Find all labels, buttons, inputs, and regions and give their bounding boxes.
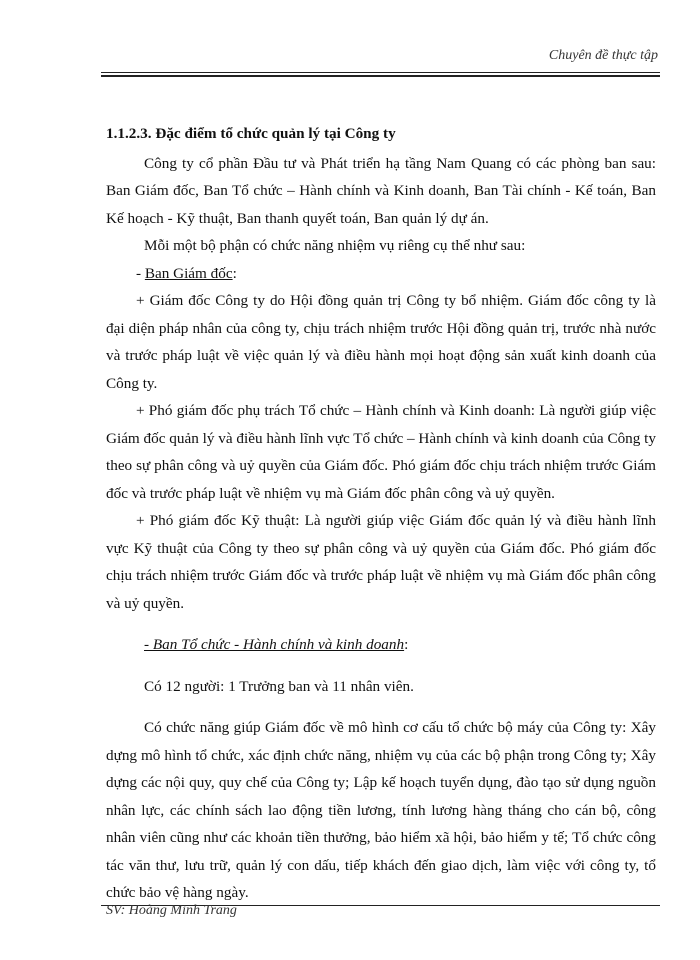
intro-paragraph: Công ty cổ phần Đầu tư và Phát triển hạ tầng Nam Quang có các phòng ban sau: Ban Giám đốc, Ban Tổ chức – Hành chính và Kinh doanh, Ban Tài chính - Kế toán, Ban Kế hoạch - Kỹ thuật, Ban thanh quyết toán, Ban quản lý dự án.	[106, 154, 656, 227]
dept-staff-paragraph: Có 12 người: 1 Trưởng ban và 11 nhân viên.	[144, 677, 414, 695]
board-prefix: -	[136, 264, 145, 282]
intro-paragraph-2: Mỗi một bộ phận có chức năng nhiệm vụ riêng cụ thể như sau:	[144, 237, 526, 254]
board-title: Ban Giám đốc	[144, 264, 233, 282]
board-suffix: :	[232, 264, 237, 282]
section-heading: 1.1.2.3. Đặc điểm tổ chức quản lý tại Công ty	[106, 125, 396, 142]
footer-author: SV: Hoàng Minh Trang	[106, 903, 237, 918]
deputy-tech-paragraph: + Phó giám đốc Kỹ thuật: Là người giúp việc Giám đốc quản lý và điều hành lĩnh vực Kỹ thuật của Công ty theo sự phân công và uỷ quyền của Giám đốc. Phó giám đốc chịu trách nhiệm trước Giám đốc và trước pháp luật về nhiệm vụ mà Giám đốc phân công và uỷ quyền.	[106, 512, 656, 612]
deputy-admin-paragraph: + Phó giám đốc phụ trách Tổ chức – Hành chính và Kinh doanh: Là người giúp việc Giám đốc quản lý và điều hành lĩnh vực Tổ chức – Hành chính và kinh doanh của Công ty theo sự phân công và uỷ quyền của Giám đốc. Phó giám đốc chịu trách nhiệm trước Giám đốc và trước pháp luật về nhiệm vụ mà Giám đốc phân công và uỷ quyền.	[106, 402, 656, 502]
running-header-title: Chuyên đề thực tập	[548, 48, 658, 63]
dept-function-paragraph: Có chức năng giúp Giám đốc về mô hình cơ cấu tổ chức bộ máy của Công ty: Xây dựng mô hình tổ chức, xác định chức năng, nhiệm vụ của các bộ phận trong Công ty; Xây dựng các nội quy, quy chế của Công ty; Lập kế hoạch tuyển dụng, đào tạo sử dụng nguồn nhân lực, các chính sách lao động tiền lương, tính lương hàng tháng cho cán bộ, công nhân viên cũng như các khoản tiền thưởng, bảo hiểm xã hội, bảo hiểm y tế; Tổ chức công tác văn thư, lưu trữ, quản lý con dấu, tiếp khách đến giao dịch, làm việc với công ty, tổ chức bảo vệ hàng ngày.	[106, 719, 656, 901]
dept-heading	[106, 631, 656, 659]
document-body	[106, 120, 656, 907]
director-paragraph: + Giám đốc Công ty do Hội đồng quản trị Công ty bổ nhiệm. Giám đốc công ty là đại diện pháp nhân của công ty, chịu trách nhiệm trước Hội đồng quản trị, trước nhà nước và trước pháp luật về việc quản lý và điều hành mọi hoạt động sản xuất kinh doanh của Công ty.	[106, 292, 656, 392]
board-heading	[106, 260, 656, 288]
dept-title: - Ban Tổ chức - Hành chính và kinh doanh	[144, 636, 405, 653]
header-rule-thick	[101, 75, 660, 77]
dept-suffix: :	[404, 636, 409, 653]
header-rule	[101, 72, 660, 73]
